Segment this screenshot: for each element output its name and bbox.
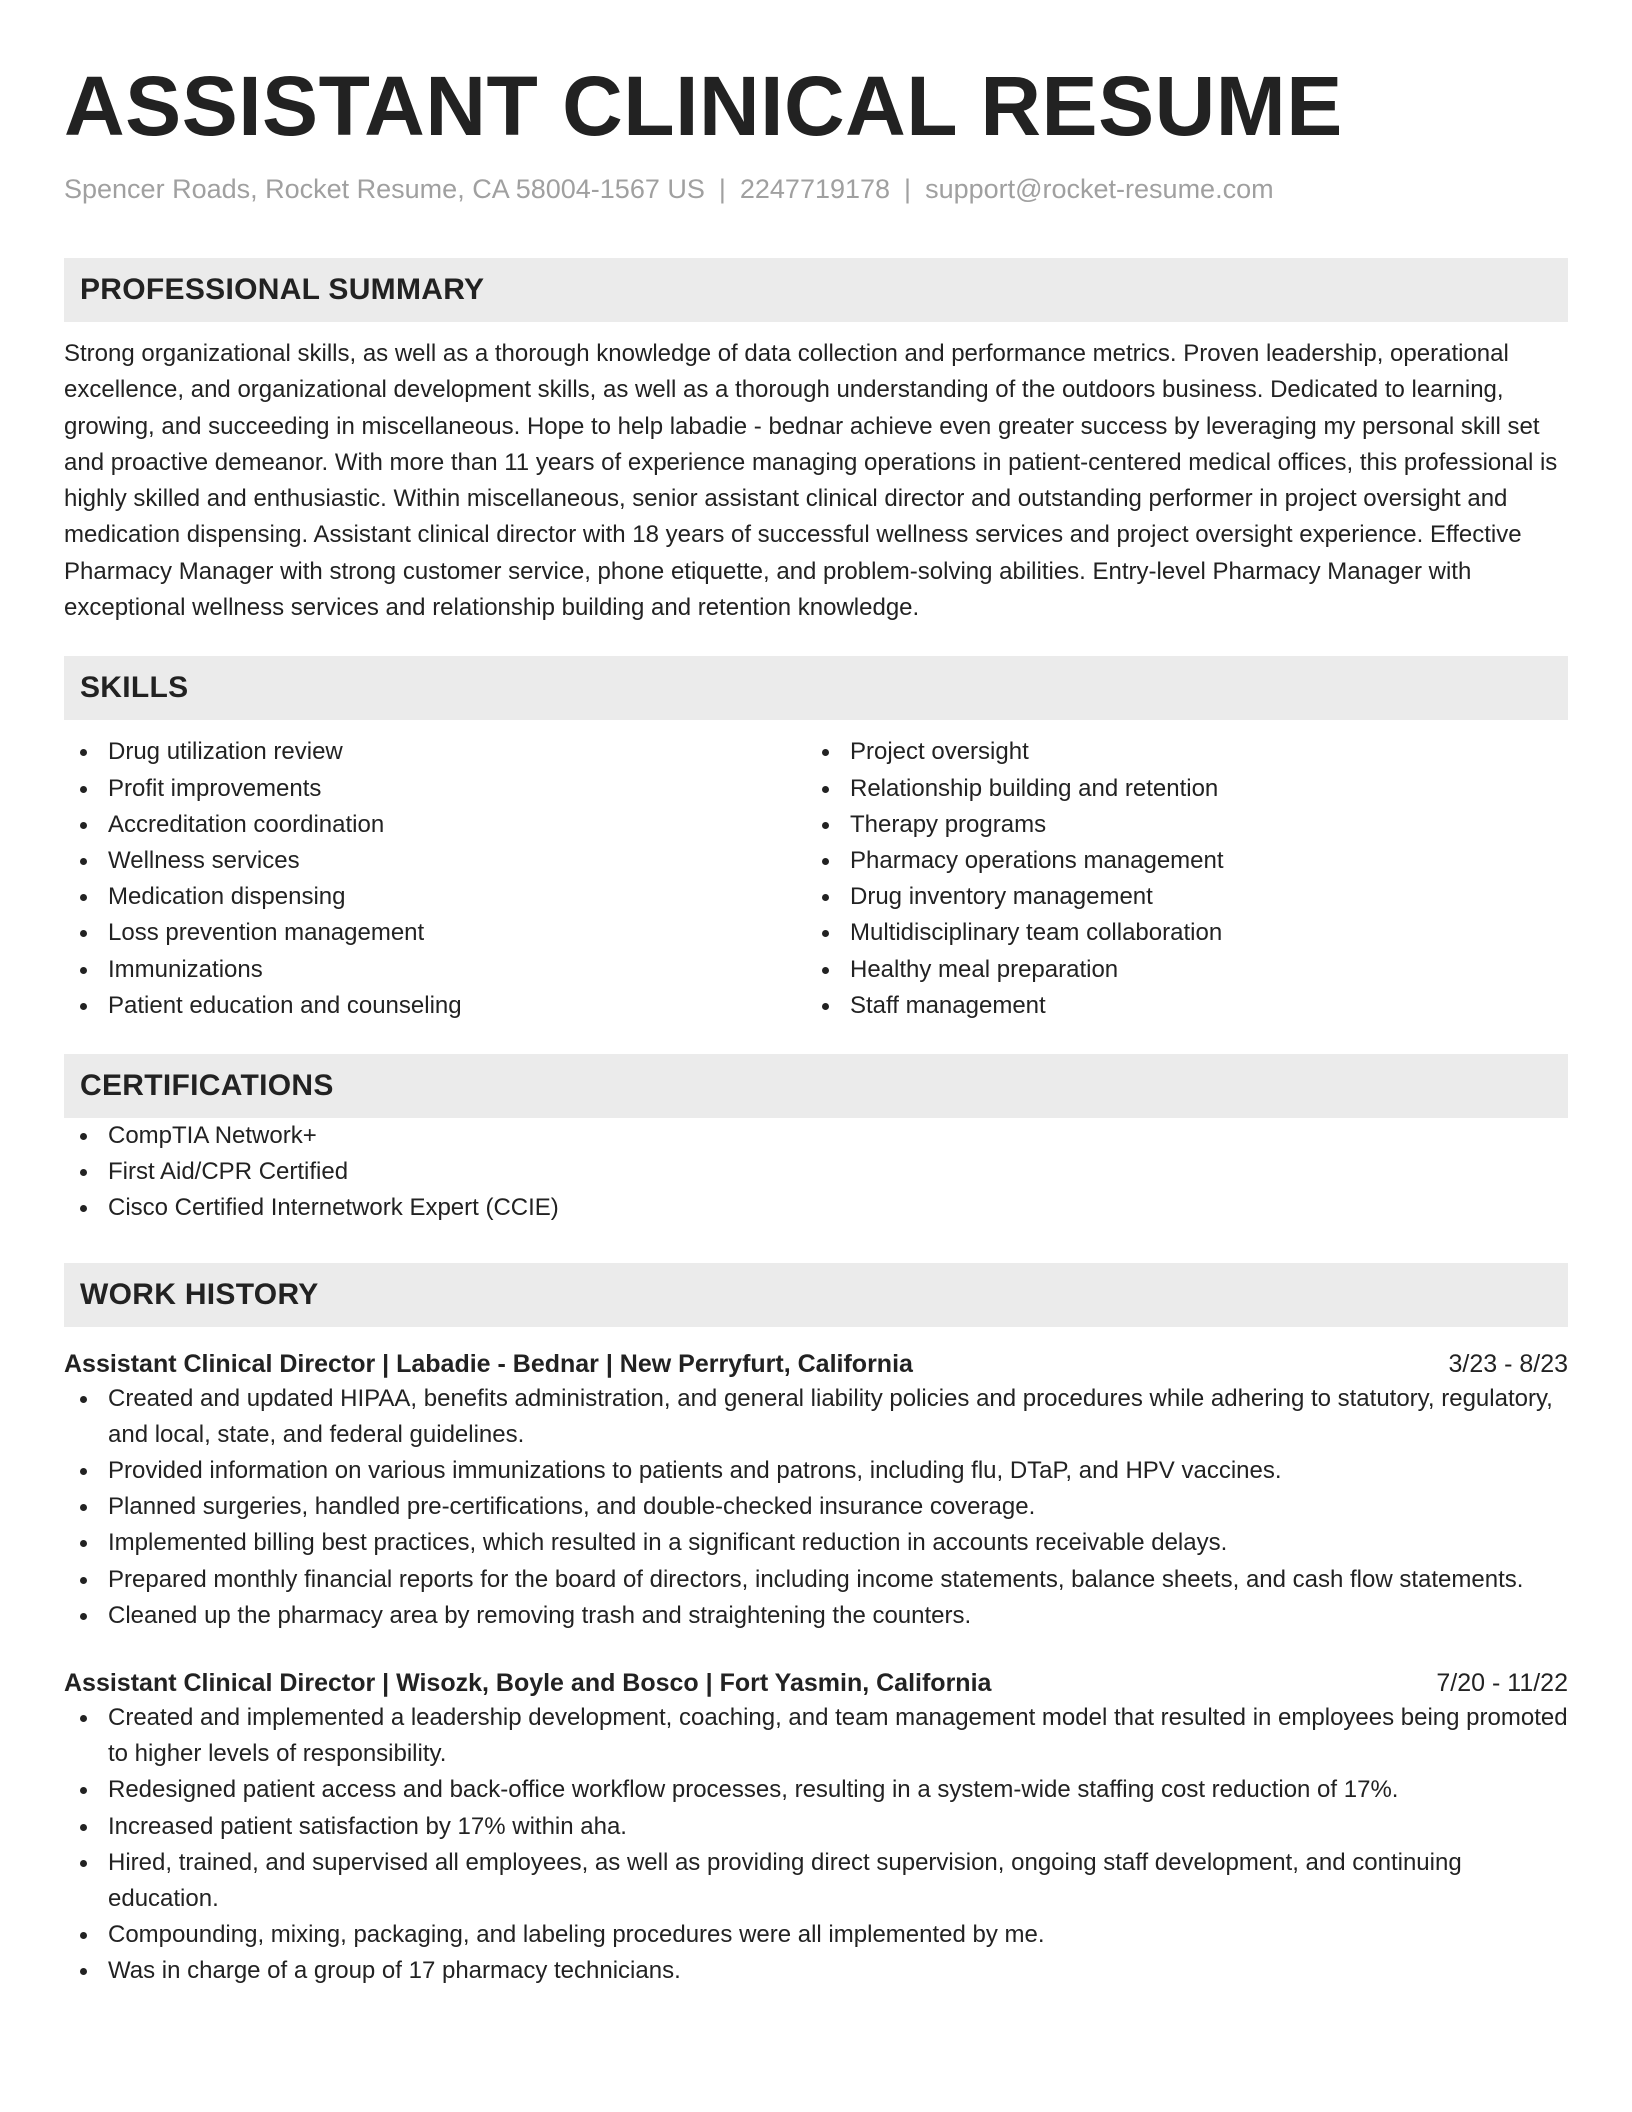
job-dates: 3/23 - 8/23 (1448, 1349, 1568, 1378)
skill-item: Project oversight (806, 734, 1548, 770)
skill-item: Healthy meal preparation (806, 952, 1548, 988)
skill-item: Drug inventory management (806, 879, 1548, 915)
contact-email: support@rocket-resume.com (925, 174, 1274, 204)
certification-item: CompTIA Network+ (64, 1118, 1568, 1154)
skill-item: Immunizations (64, 952, 806, 988)
skill-item: Therapy programs (806, 807, 1548, 843)
job-bullet: Hired, trained, and supervised all employees, as well as providing direct supervision, ongoing staff development, and continuing education. (64, 1845, 1568, 1917)
contact-line (64, 172, 1568, 206)
skills-column-right (806, 734, 1548, 1024)
section-heading-summary: PROFESSIONAL SUMMARY (64, 258, 1568, 322)
skill-item: Patient education and counseling (64, 988, 806, 1024)
skill-item: Drug utilization review (64, 734, 806, 770)
contact-phone: 2247719178 (739, 174, 891, 204)
certification-item: First Aid/CPR Certified (64, 1154, 1568, 1190)
section-heading-skills: SKILLS (64, 656, 1568, 720)
job-title: Assistant Clinical Director | Wisozk, Boyle and Bosco | Fort Yasmin, California (64, 1669, 992, 1698)
summary-text: Strong organizational skills, as well as a thorough knowledge of data collection and performance metrics. Proven leadership, operational excellence, and organizational development skills, as well as a thorough understanding of the outdoors business. Dedicated to learning, growing, and succeeding in miscellaneous. Hope to help labadie - bednar achieve even greater success by leveraging my personal skill set and proactive demeanor. With more than 11 years of experience managing operations in patient-centered medical offices, this professional is highly skilled and enthusiastic. Within miscellaneous, senior assistant clinical director and outstanding performer in project oversight and medication dispensing. Assistant clinical director with 18 years of successful wellness services and project oversight experience. Effective Pharmacy Manager with strong customer service, phone etiquette, and problem-solving abilities. Entry-level Pharmacy Manager with exceptional wellness services and relationship building and retention knowledge. (64, 340, 1558, 622)
job-bullet: Provided information on various immunizations to patients and patrons, including flu, DTaP, and HPV vaccines. (64, 1453, 1568, 1489)
job-bullet: Created and updated HIPAA, benefits administration, and general liability policies and procedures while adhering to statutory, regulatory, and local, state, and federal guidelines. (64, 1381, 1568, 1453)
resume-title: ASSISTANT CLINICAL RESUME (64, 59, 1343, 153)
job-header (64, 1666, 1568, 1700)
section-heading-certifications: CERTIFICATIONS (64, 1054, 1568, 1118)
certification-item: Cisco Certified Internetwork Expert (CCIE) (64, 1190, 1568, 1226)
job-bullet: Compounding, mixing, packaging, and labeling procedures were all implemented by me. (64, 1917, 1568, 1953)
job-bullet: Prepared monthly financial reports for the board of directors, including income statements, balance sheets, and cash flow statements. (64, 1562, 1568, 1598)
skill-item: Pharmacy operations management (806, 843, 1548, 879)
skill-item: Relationship building and retention (806, 771, 1548, 807)
job-bullet: Increased patient satisfaction by 17% within aha. (64, 1809, 1568, 1845)
skill-item: Accreditation coordination (64, 807, 806, 843)
skill-item: Staff management (806, 988, 1548, 1024)
job-entry (64, 1666, 1568, 1990)
skills-column-left (64, 734, 806, 1024)
skill-item: Multidisciplinary team collaboration (806, 915, 1548, 951)
job-bullets (64, 1700, 1568, 1990)
skill-item: Medication dispensing (64, 879, 806, 915)
section-heading-work-history: WORK HISTORY (64, 1263, 1568, 1327)
job-entry (64, 1347, 1568, 1634)
job-bullet: Created and implemented a leadership development, coaching, and team management model that resulted in employees being promoted to higher levels of responsibility. (64, 1700, 1568, 1772)
job-title: Assistant Clinical Director | Labadie - Bednar | New Perryfurt, California (64, 1349, 913, 1378)
job-bullet: Implemented billing best practices, which resulted in a significant reduction in accounts receivable delays. (64, 1525, 1568, 1561)
job-dates: 7/20 - 11/22 (1436, 1669, 1568, 1698)
contact-address: Spencer Roads, Rocket Resume, CA 58004-1567 US (64, 174, 705, 204)
job-bullet: Redesigned patient access and back-office workflow processes, resulting in a system-wide staffing cost reduction of 17%. (64, 1772, 1568, 1808)
contact-separator: | (904, 174, 912, 204)
contact-separator: | (718, 174, 726, 204)
certifications-list (64, 1118, 1568, 1227)
job-bullet: Cleaned up the pharmacy area by removing trash and straightening the counters. (64, 1598, 1568, 1634)
job-bullet: Was in charge of a group of 17 pharmacy technicians. (64, 1953, 1568, 1989)
job-bullet: Planned surgeries, handled pre-certifications, and double-checked insurance coverage. (64, 1489, 1568, 1525)
job-bullets (64, 1381, 1568, 1634)
skill-item: Loss prevention management (64, 915, 806, 951)
skill-item: Wellness services (64, 843, 806, 879)
job-header (64, 1347, 1568, 1381)
skills-list (64, 734, 1568, 1024)
skill-item: Profit improvements (64, 771, 806, 807)
